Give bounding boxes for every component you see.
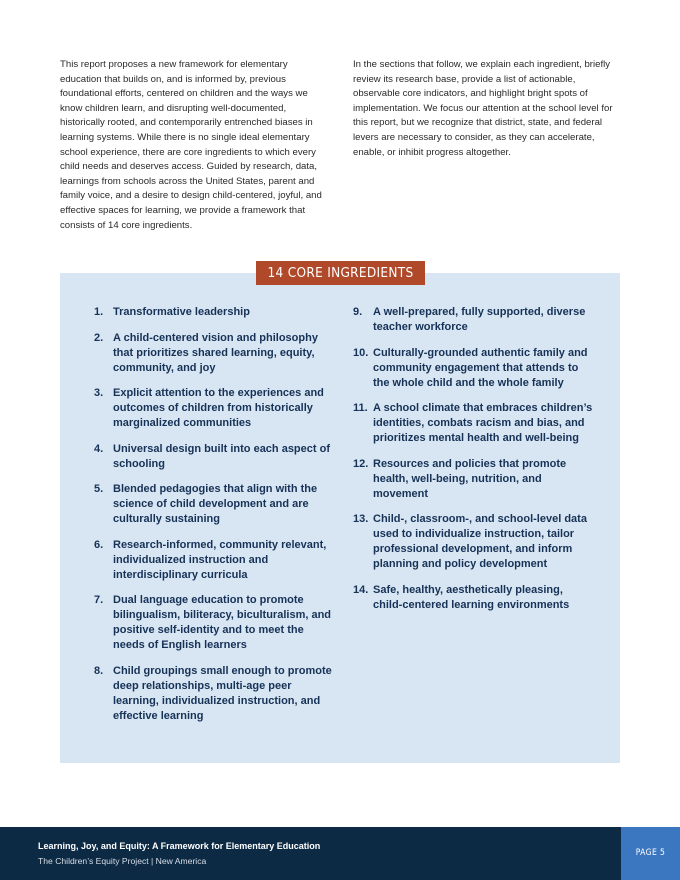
ingredient-text: Research-informed, community relevant, individualized instruction and interdisciplinary curricula xyxy=(113,538,327,581)
ingredient-number: 8. xyxy=(94,664,104,677)
ingredient-number: 10. xyxy=(353,346,369,359)
ingredient-number: 7. xyxy=(94,594,104,606)
footer-bar xyxy=(0,827,621,880)
ingredient-number: 9. xyxy=(353,306,363,318)
ingredient-item xyxy=(353,457,593,502)
footer-subtitle: The Children’s Equity Project | New America xyxy=(38,856,207,866)
ingredient-text: Child-, classroom-, and school-level data used to individualize instruction, tailor professional development, and inform planning and policy development xyxy=(373,513,587,570)
intro-paragraph-right: In the sections that follow, we explain each ingredient, briefly review its research base, provide a list of actionable, observable core indicators, and highlight bright spots of implementation. We focus our attention at the school level for this report, but we recognize that district, state, and federal levers are necessary to consider, as they can accelerate, enable, or inhibit progress altogether. xyxy=(353,59,613,158)
ingredient-item xyxy=(353,583,593,613)
ingredient-text: Child groupings small enough to promote deep relationships, multi-age peer learning, individualized instruction, and effective learning xyxy=(113,664,332,722)
ingredient-text: A school climate that embraces children’s identities, combats racism and bias, and prioritizes mental health and well-being xyxy=(373,402,593,444)
ingredient-text: Explicit attention to the experiences and outcomes of children from historically marginalized communities xyxy=(113,387,324,429)
ingredient-item xyxy=(94,538,334,583)
ingredient-number: 13. xyxy=(353,513,369,525)
ingredient-item xyxy=(353,305,593,335)
page-number-box xyxy=(621,827,680,880)
ingredient-number: 5. xyxy=(94,483,104,495)
ingredient-number: 4. xyxy=(94,442,104,455)
ingredient-item xyxy=(94,305,334,320)
ingredient-number: 2. xyxy=(94,331,104,344)
ingredient-item xyxy=(94,442,334,472)
intro-paragraph-left: This report proposes a new framework for elementary education that builds on, and is informed by, previous foundational efforts, centered on children and the ways we know children learn, and disrupting well-documented, historically rooted, and contemporarily entrenched biases in learning systems. While there is no single ideal elementary school experience, there are core ingredients to which every child needs and deserves access. Guided by research, data, learnings from schools across the United States, parent and family voice, and a desire to design child-centered, joyful, and effective spaces for learning, we provide a framework that consists of 14 core ingredients. xyxy=(60,59,322,231)
ingredient-text: Dual language education to promote bilingualism, biliteracy, biculturalism, and positive self-identity and to meet the needs of English learners xyxy=(113,594,332,651)
ingredient-item xyxy=(94,593,334,653)
ingredients-list-right xyxy=(353,305,593,623)
ingredient-number: 14. xyxy=(353,583,369,596)
ingredient-item xyxy=(353,346,593,391)
ingredient-number: 1. xyxy=(94,306,104,318)
ingredient-number: 3. xyxy=(94,387,104,399)
ingredient-text: A well-prepared, fully supported, diverse teacher workforce xyxy=(373,306,586,333)
ingredient-item xyxy=(94,386,334,431)
ingredient-item xyxy=(353,401,593,446)
ingredient-item xyxy=(94,664,334,724)
ingredient-item xyxy=(94,482,334,527)
ingredient-number: 6. xyxy=(94,538,104,551)
footer-title: Learning, Joy, and Equity: A Framework for Elementary Education xyxy=(38,841,321,851)
ingredient-text: Blended pedagogies that align with the science of child development and are culturally sustaining xyxy=(113,483,318,525)
ingredient-text: Culturally-grounded authentic family and community engagement that attends to the whole child and the whole family xyxy=(373,346,588,389)
ingredient-text: A child-centered vision and philosophy that prioritizes shared learning, equity, community, and joy xyxy=(113,331,318,374)
page-number: PAGE 5 xyxy=(635,848,666,858)
ingredient-text: Universal design built into each aspect of schooling xyxy=(113,442,330,470)
ingredient-item xyxy=(94,331,334,376)
core-ingredients-heading: 14 CORE INGREDIENTS xyxy=(256,261,425,285)
ingredients-list-left xyxy=(94,305,334,734)
intro-right-column xyxy=(353,58,618,160)
ingredient-item xyxy=(353,512,593,572)
ingredient-text: Transformative leadership xyxy=(113,306,250,318)
intro-left-column xyxy=(60,58,330,233)
ingredient-text: Resources and policies that promote health, well-being, nutrition, and movement xyxy=(373,457,567,500)
ingredient-number: 11. xyxy=(353,402,368,414)
ingredient-text: Safe, healthy, aesthetically pleasing, child-centered learning environments xyxy=(373,583,570,611)
ingredient-number: 12. xyxy=(353,457,369,470)
